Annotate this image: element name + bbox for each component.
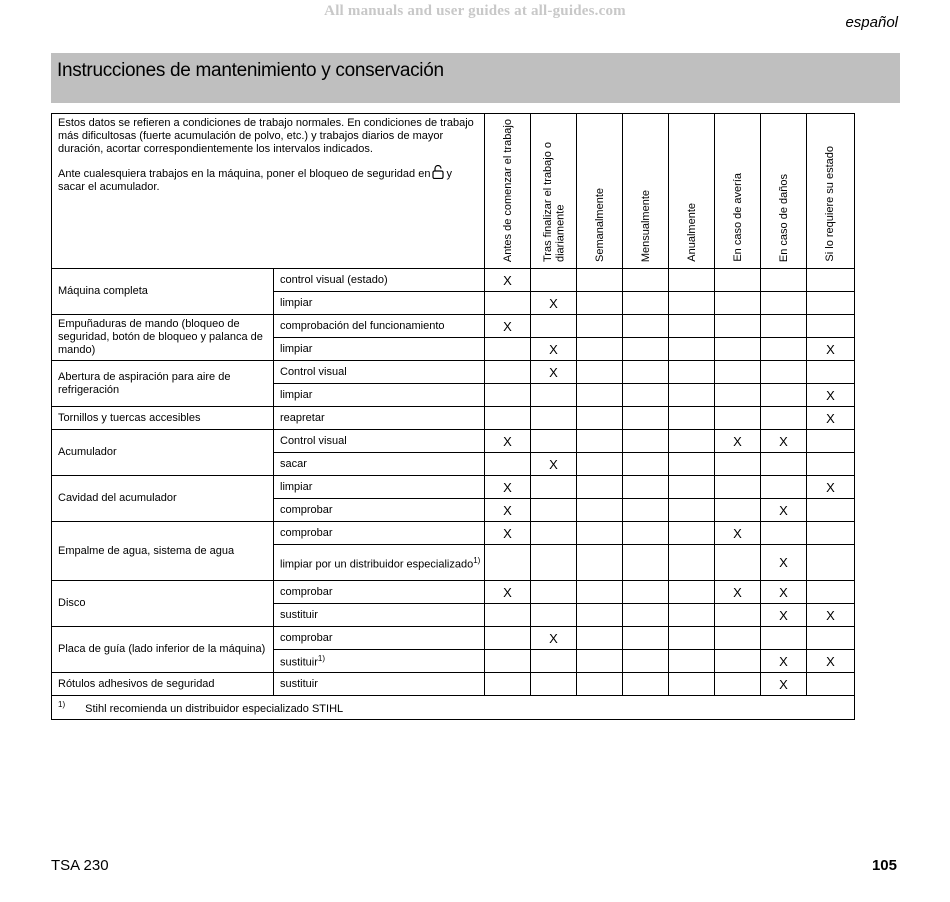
interval-cell: [669, 673, 715, 696]
interval-cell: [807, 476, 855, 499]
action-cell: [274, 545, 485, 581]
interval-cell: [577, 292, 623, 315]
interval-cell: [485, 453, 531, 476]
check-mark: X: [733, 433, 742, 449]
interval-cell: [577, 673, 623, 696]
action-cell: [274, 338, 485, 361]
interval-cell: [577, 499, 623, 522]
check-mark: X: [503, 318, 512, 334]
interval-cell: [761, 384, 807, 407]
check-mark: X: [779, 433, 788, 449]
interval-cell: [715, 545, 761, 581]
interval-cell: [669, 476, 715, 499]
check-mark: X: [779, 555, 788, 570]
interval-cell: [531, 627, 577, 650]
action-label: limpiar: [280, 481, 313, 493]
interval-cell: [531, 604, 577, 627]
action-cell: [274, 384, 485, 407]
interval-cell: [531, 430, 577, 453]
check-mark: X: [549, 295, 558, 311]
table-row: [52, 522, 855, 545]
interval-cell: [485, 407, 531, 430]
interval-cell: [623, 650, 669, 673]
table-row: [52, 407, 855, 430]
interval-cell: [531, 650, 577, 673]
interval-cell: [669, 499, 715, 522]
component-cell: Rótulos adhesivos de seguridad: [52, 673, 274, 696]
action-label: control visual (estado): [280, 274, 388, 286]
interval-cell: [531, 581, 577, 604]
column-header-label: Anualmente: [685, 203, 698, 262]
interval-cell: [761, 604, 807, 627]
interval-cell: [761, 627, 807, 650]
interval-cell: [807, 292, 855, 315]
interval-cell: [715, 315, 761, 338]
interval-cell: [623, 430, 669, 453]
title-band: [51, 53, 900, 103]
model-name: TSA 230: [51, 857, 109, 874]
action-cell: [274, 453, 485, 476]
intro-cell: [52, 114, 485, 269]
check-mark: X: [779, 607, 788, 623]
interval-cell: [485, 384, 531, 407]
footnote-marker: 1): [58, 700, 66, 709]
interval-cell: [715, 522, 761, 545]
check-mark: X: [503, 525, 512, 541]
interval-cell: [761, 673, 807, 696]
interval-cell: [807, 338, 855, 361]
interval-cell: [761, 338, 807, 361]
intro-paragraph-2: [58, 165, 481, 194]
interval-cell: [669, 338, 715, 361]
component-cell: Acumulador: [52, 430, 274, 476]
interval-cell: [485, 604, 531, 627]
action-cell: [274, 361, 485, 384]
column-header-5: [715, 114, 761, 269]
interval-cell: [807, 384, 855, 407]
interval-cell: [761, 650, 807, 673]
check-mark: X: [826, 341, 835, 357]
column-header-3: [623, 114, 669, 269]
interval-cell: [669, 522, 715, 545]
interval-cell: [577, 581, 623, 604]
interval-cell: [623, 604, 669, 627]
interval-cell: [669, 384, 715, 407]
intro-paragraph-1: Estos datos se refieren a condiciones de trabajo normales. En condiciones de trabajo más dificultosas (fuerte acumulación de polvo, etc.) y trabajos diarios de mayor duración, acortar correspondientemente los intervalos indicados.: [58, 117, 474, 156]
interval-cell: [577, 453, 623, 476]
interval-cell: [807, 361, 855, 384]
interval-cell: [761, 581, 807, 604]
action-label: comprobar: [280, 632, 333, 644]
interval-cell: [761, 269, 807, 292]
interval-cell: [623, 338, 669, 361]
interval-cell: [577, 650, 623, 673]
action-label: comprobar: [280, 504, 333, 516]
check-mark: X: [549, 630, 558, 646]
interval-cell: [577, 315, 623, 338]
action-label: sustituir: [280, 656, 318, 669]
interval-cell: [715, 673, 761, 696]
interval-cell: [577, 522, 623, 545]
interval-cell: [485, 650, 531, 673]
interval-cell: [669, 430, 715, 453]
action-cell: [274, 581, 485, 604]
interval-cell: [761, 292, 807, 315]
component-cell: Tornillos y tuercas accesibles: [52, 407, 274, 430]
interval-cell: [761, 361, 807, 384]
action-cell: [274, 650, 485, 673]
column-header-label: Tras finalizar el trabajo o diariamente: [541, 141, 566, 262]
interval-cell: [807, 453, 855, 476]
interval-cell: [577, 627, 623, 650]
action-label: sustituir: [280, 609, 318, 621]
column-header-label: Antes de comenzar el trabajo: [501, 118, 514, 262]
table-row: [52, 476, 855, 499]
interval-cell: [485, 522, 531, 545]
check-mark: X: [779, 653, 788, 669]
interval-cell: [761, 476, 807, 499]
check-mark: X: [733, 525, 742, 541]
interval-cell: [577, 361, 623, 384]
check-mark: X: [779, 502, 788, 518]
column-header-2: [577, 114, 623, 269]
component-cell: Empalme de agua, sistema de agua: [52, 522, 274, 581]
interval-cell: [531, 545, 577, 581]
action-label: Control visual: [280, 435, 347, 447]
column-header-0: [485, 114, 531, 269]
check-mark: X: [826, 410, 835, 426]
interval-cell: [669, 407, 715, 430]
interval-cell: [485, 315, 531, 338]
footnote-cell: [52, 696, 855, 720]
interval-cell: [623, 407, 669, 430]
action-label: sustituir: [280, 678, 318, 690]
check-mark: X: [826, 607, 835, 623]
interval-cell: [623, 476, 669, 499]
interval-cell: [761, 315, 807, 338]
interval-cell: [807, 545, 855, 581]
interval-cell: [715, 269, 761, 292]
interval-cell: [715, 407, 761, 430]
column-header-label: Si lo requiere su estado: [823, 146, 836, 262]
interval-cell: [669, 269, 715, 292]
interval-cell: [531, 269, 577, 292]
column-header-label: Mensualmente: [639, 189, 652, 262]
interval-cell: [623, 315, 669, 338]
interval-cell: [669, 650, 715, 673]
interval-cell: [715, 581, 761, 604]
action-cell: [274, 522, 485, 545]
action-label: reapretar: [280, 412, 325, 424]
interval-cell: [715, 430, 761, 453]
interval-cell: [485, 269, 531, 292]
interval-cell: [577, 407, 623, 430]
interval-cell: [531, 338, 577, 361]
column-header-label: En caso de daños: [777, 173, 790, 262]
action-label: comprobar: [280, 586, 333, 598]
interval-cell: [669, 292, 715, 315]
interval-cell: [485, 627, 531, 650]
action-cell: [274, 604, 485, 627]
interval-cell: [761, 545, 807, 581]
action-cell: [274, 292, 485, 315]
interval-cell: [531, 673, 577, 696]
interval-cell: [669, 627, 715, 650]
interval-cell: [669, 604, 715, 627]
interval-cell: [669, 581, 715, 604]
action-label: limpiar: [280, 389, 313, 401]
component-cell: Disco: [52, 581, 274, 627]
component-cell: Cavidad del acumulador: [52, 476, 274, 522]
column-header-4: [669, 114, 715, 269]
interval-cell: [623, 361, 669, 384]
column-header-label: Semanalmente: [593, 188, 606, 262]
interval-cell: [577, 604, 623, 627]
action-label: limpiar: [280, 297, 313, 309]
interval-cell: [807, 627, 855, 650]
interval-cell: [623, 627, 669, 650]
interval-cell: [669, 361, 715, 384]
interval-cell: [485, 361, 531, 384]
component-cell: Máquina completa: [52, 269, 274, 315]
column-header-6: [761, 114, 807, 269]
action-label: comprobar: [280, 527, 333, 539]
check-mark: X: [733, 584, 742, 600]
action-cell: [274, 407, 485, 430]
interval-cell: [669, 315, 715, 338]
interval-cell: [485, 499, 531, 522]
table-row: [52, 315, 855, 338]
interval-cell: [807, 315, 855, 338]
interval-cell: [531, 361, 577, 384]
interval-cell: [531, 476, 577, 499]
interval-cell: [715, 361, 761, 384]
check-mark: X: [549, 341, 558, 357]
header-row: [52, 114, 855, 269]
interval-cell: [531, 315, 577, 338]
check-mark: X: [503, 584, 512, 600]
interval-cell: [485, 545, 531, 581]
table-row: [52, 673, 855, 696]
table-row: [52, 430, 855, 453]
interval-cell: [715, 604, 761, 627]
interval-cell: [807, 650, 855, 673]
table-row: [52, 581, 855, 604]
interval-cell: [623, 522, 669, 545]
interval-cell: [577, 430, 623, 453]
interval-cell: [761, 522, 807, 545]
interval-cell: [807, 604, 855, 627]
check-mark: X: [779, 584, 788, 600]
interval-cell: [761, 430, 807, 453]
interval-cell: [623, 673, 669, 696]
interval-cell: [485, 338, 531, 361]
interval-cell: [485, 430, 531, 453]
interval-cell: [531, 292, 577, 315]
interval-cell: [715, 476, 761, 499]
action-label: limpiar: [280, 343, 313, 355]
interval-cell: [715, 453, 761, 476]
interval-cell: [531, 522, 577, 545]
action-cell: [274, 627, 485, 650]
interval-cell: [807, 499, 855, 522]
interval-cell: [807, 522, 855, 545]
interval-cell: [531, 453, 577, 476]
interval-cell: [715, 650, 761, 673]
action-label: comprobación del funcionamiento: [280, 320, 445, 332]
column-header-1: [531, 114, 577, 269]
action-cell: [274, 476, 485, 499]
interval-cell: [485, 292, 531, 315]
component-cell: Abertura de aspiración para aire de refrigeración: [52, 361, 274, 407]
check-mark: X: [549, 456, 558, 472]
footnote-ref: 1): [317, 654, 326, 664]
maintenance-table: [51, 113, 855, 720]
column-header-label: En caso de avería: [731, 173, 744, 262]
interval-cell: [715, 384, 761, 407]
check-mark: X: [503, 272, 512, 288]
check-mark: X: [826, 653, 835, 669]
watermark: All manuals and user guides at all-guides.com: [324, 3, 626, 19]
interval-cell: [761, 499, 807, 522]
interval-cell: [715, 499, 761, 522]
interval-cell: [623, 384, 669, 407]
check-mark: X: [503, 433, 512, 449]
table-body: [52, 269, 855, 696]
interval-cell: [577, 384, 623, 407]
action-cell: [274, 269, 485, 292]
action-label: Control visual: [280, 366, 347, 378]
footnote-ref: 1): [473, 555, 481, 565]
interval-cell: [485, 476, 531, 499]
interval-cell: [807, 673, 855, 696]
interval-cell: [485, 673, 531, 696]
interval-cell: [623, 581, 669, 604]
action-cell: [274, 430, 485, 453]
interval-cell: [761, 453, 807, 476]
interval-cell: [807, 269, 855, 292]
interval-cell: [577, 269, 623, 292]
check-mark: X: [779, 676, 788, 692]
intro-paragraph-2a: Ante cualesquiera trabajos en la máquina, poner el bloqueo de seguridad en: [58, 167, 431, 180]
table-row: [52, 269, 855, 292]
interval-cell: [577, 338, 623, 361]
interval-cell: [807, 581, 855, 604]
interval-cell: [761, 407, 807, 430]
interval-cell: [531, 384, 577, 407]
interval-cell: [531, 499, 577, 522]
table-row: [52, 361, 855, 384]
check-mark: X: [549, 364, 558, 380]
interval-cell: [669, 545, 715, 581]
table-row: [52, 627, 855, 650]
padlock-icon: [432, 165, 444, 179]
language-label: español: [845, 14, 898, 31]
interval-cell: [485, 581, 531, 604]
footnote-text: Stihl recomienda un distribuidor especializado STIHL: [85, 702, 344, 715]
page-title: Instrucciones de mantenimiento y conservación: [57, 60, 444, 81]
action-cell: [274, 499, 485, 522]
component-cell: Placa de guía (lado inferior de la máquina): [52, 627, 274, 673]
action-cell: [274, 673, 485, 696]
action-label: limpiar por un distribuidor especializado: [280, 558, 474, 571]
check-mark: X: [826, 479, 835, 495]
interval-cell: [715, 627, 761, 650]
interval-cell: [715, 292, 761, 315]
action-cell: [274, 315, 485, 338]
interval-cell: [669, 453, 715, 476]
footnote-row: [52, 696, 855, 720]
interval-cell: [623, 499, 669, 522]
interval-cell: [807, 430, 855, 453]
interval-cell: [531, 407, 577, 430]
intro-paragraph-2b: y sacar el acumulador.: [58, 167, 452, 193]
interval-cell: [807, 407, 855, 430]
interval-cell: [623, 292, 669, 315]
check-mark: X: [826, 387, 835, 403]
component-cell: Empuñaduras de mando (bloqueo de seguridad, botón de bloqueo y palanca de mando): [52, 315, 274, 361]
check-mark: X: [503, 479, 512, 495]
interval-cell: [623, 545, 669, 581]
interval-cell: [623, 269, 669, 292]
page-number: 105: [871, 857, 897, 874]
interval-cell: [623, 453, 669, 476]
column-header-7: [807, 114, 855, 269]
action-label: sacar: [280, 458, 307, 470]
interval-cell: [577, 545, 623, 581]
interval-cell: [577, 476, 623, 499]
interval-cell: [715, 338, 761, 361]
check-mark: X: [503, 502, 512, 518]
